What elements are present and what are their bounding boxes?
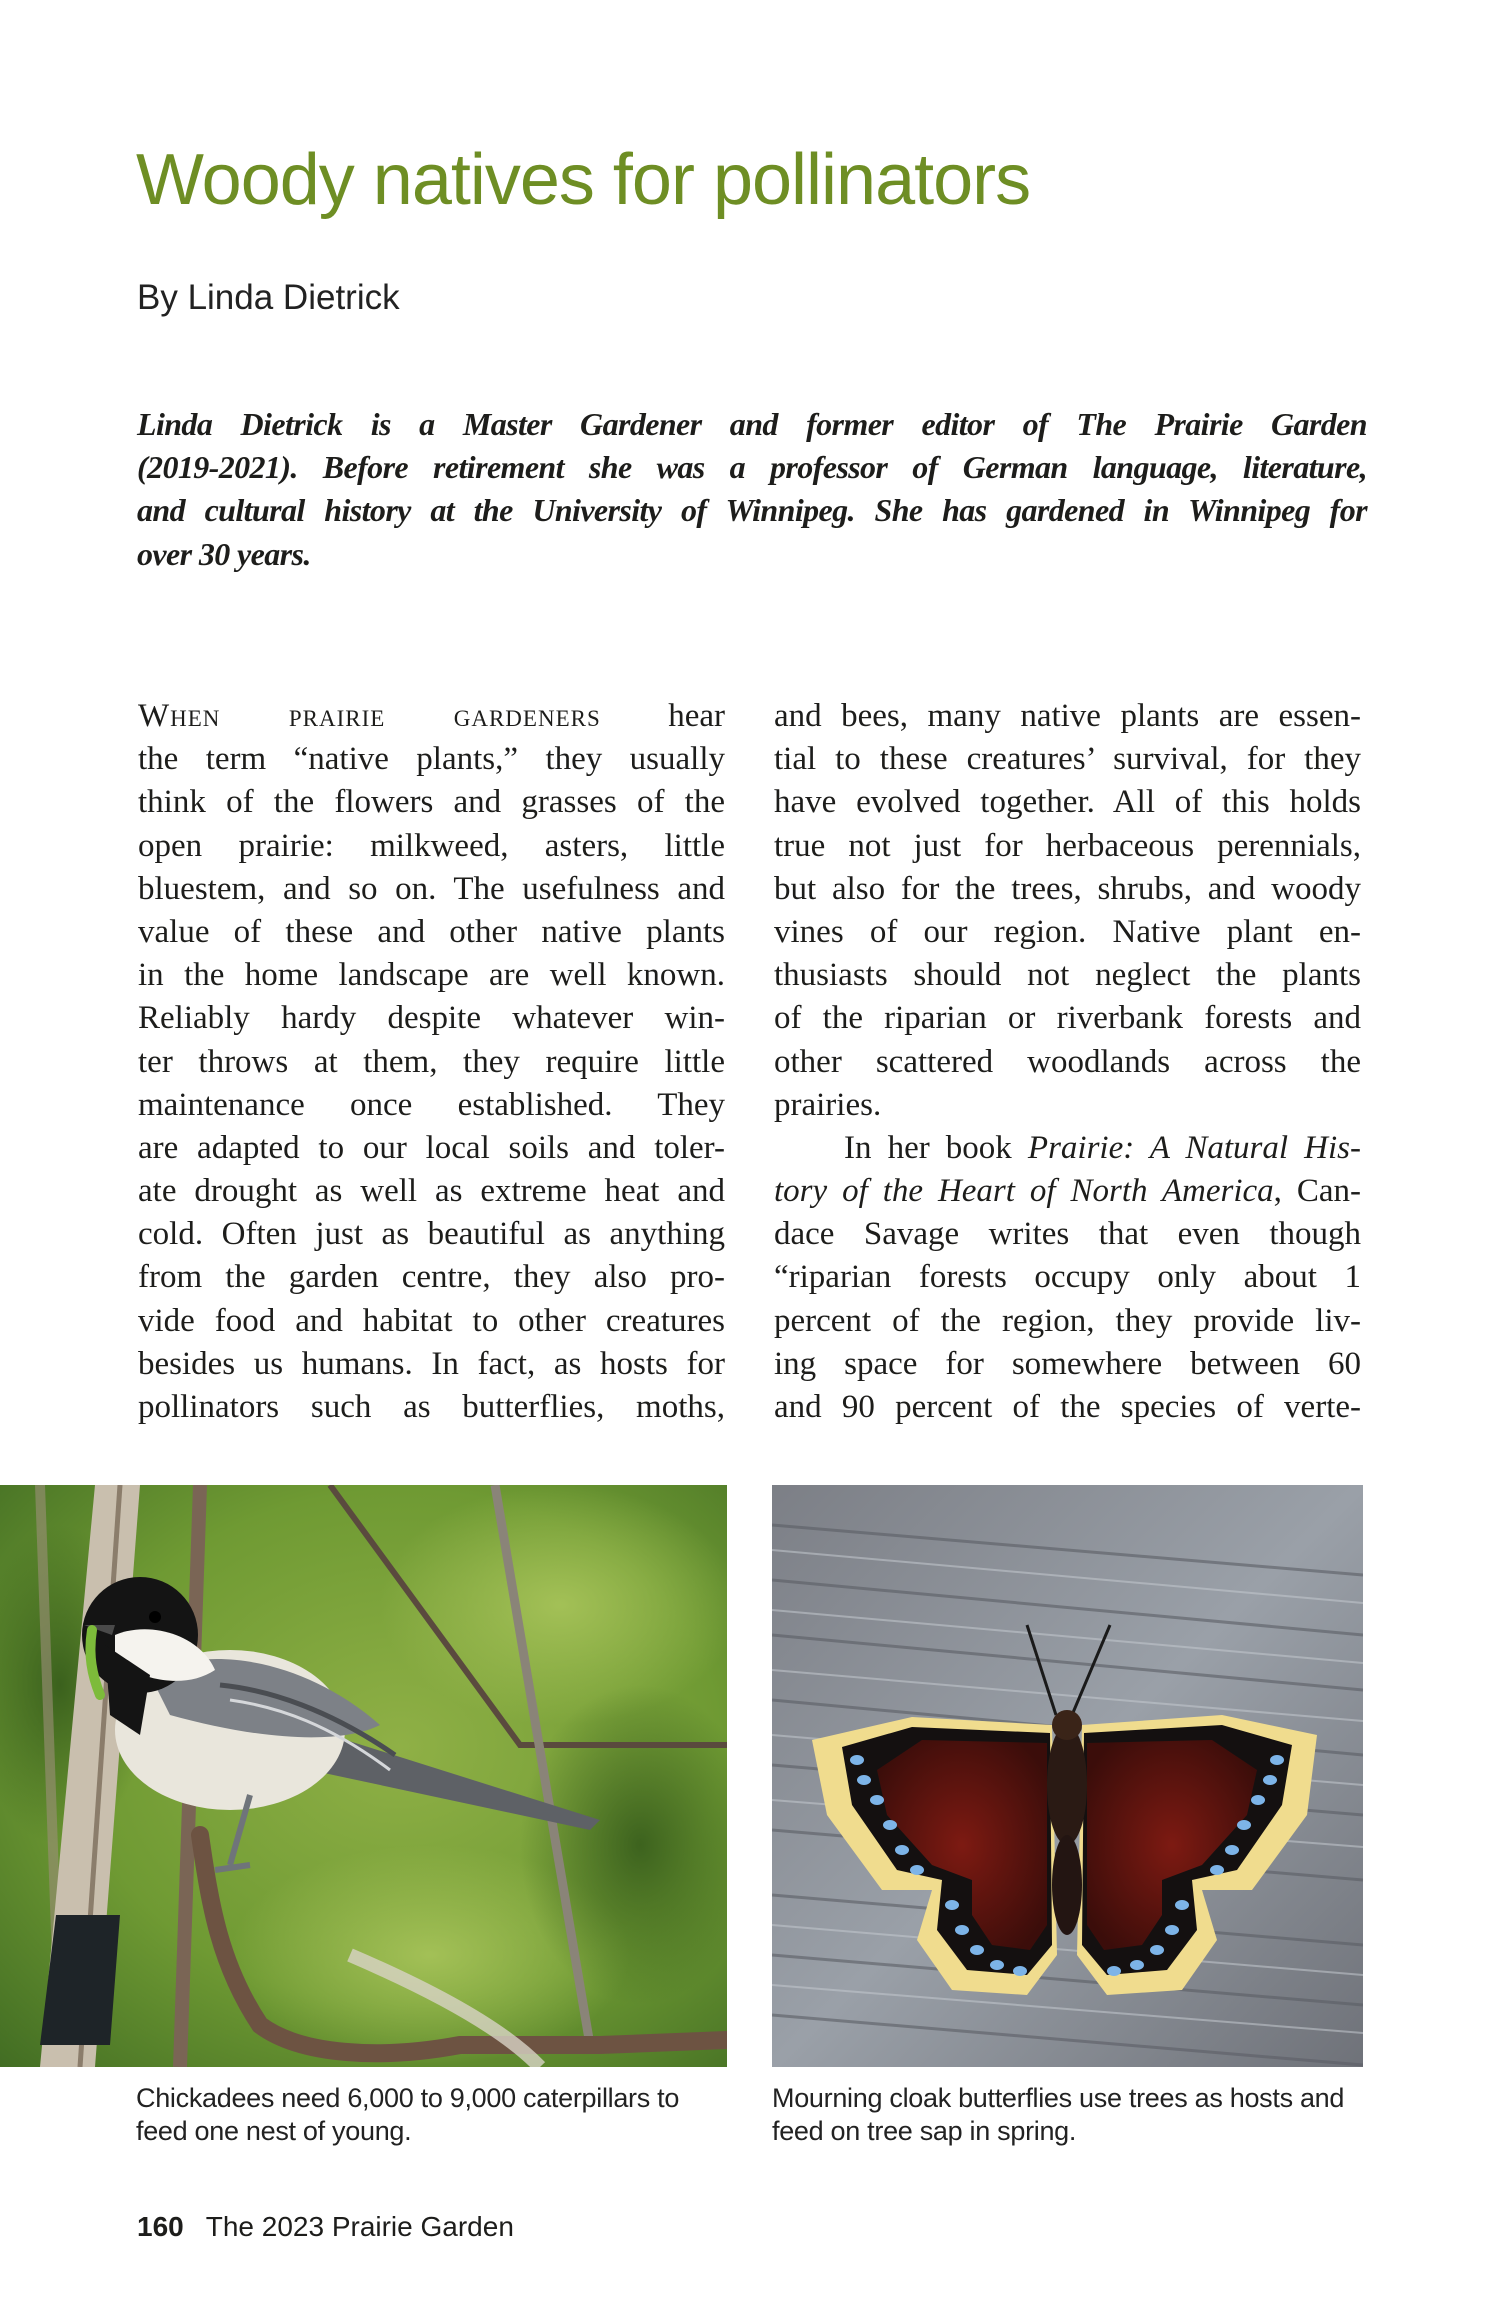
bio-line: and cultural history at the University of Winnipeg. She has gardened in Winnipeg for [137,492,1367,529]
book-title: Prairie: A Natural His- [1027,1129,1361,1166]
body-column-right [774,695,1361,1429]
body-line: In her book Prairie: A Natural His- [844,1129,1361,1166]
bio-line: (2019-2021). Before retirement she was a professor of German language, literature, [137,449,1367,486]
figure-caption-chickadee: Chickadees need 6,000 to 9,000 caterpillars to feed one nest of young. [136,2083,680,2146]
body-line: maintenance once established. They [138,1086,725,1123]
article-title: Woody natives for pollinators [136,140,1031,220]
bio-line: Linda Dietrick is a Master Gardener and former editor of The Prairie Garden [137,406,1367,442]
body-line: ate drought as well as extreme heat and [138,1173,725,1210]
body-line: true not just for herbaceous perennials, [774,827,1361,864]
body-line: open prairie: milkweed, asters, little [138,827,725,864]
book-title: tory of the Heart of North America [774,1173,1274,1210]
figure-caption-butterfly: Mourning cloak butterflies use trees as hosts and feed on tree sap in spring. [772,2083,1345,2146]
body-line: but also for the trees, shrubs, and woody [774,870,1361,907]
page-number: 160 [137,2211,184,2242]
body-line: are adapted to our local soils and toler- [138,1129,725,1166]
body-line: thusiasts should not neglect the plants [774,957,1361,994]
author-bio [137,403,1367,576]
body-line: vines of our region. Native plant en- [774,913,1361,950]
butterfly-photo [772,1485,1363,2067]
body-line: prairies. [774,1086,882,1123]
body-line: tial to these creatures’ survival, for they [774,741,1361,778]
body-column-left [138,695,725,1429]
body-line: and bees, many native plants are essen- [774,698,1361,734]
body-line: in the home landscape are well known. [138,957,725,994]
chickadee-image [0,1485,727,2067]
body-line: other scattered woodlands across the [774,1043,1361,1080]
body-line: think of the flowers and grasses of the [138,784,725,821]
publication-name: The 2023 Prairie Garden [205,2211,514,2242]
mourning-cloak-image [772,1485,1363,2067]
body-line: ter throws at them, they require little [138,1043,725,1080]
body-line: tory of the Heart of North America, Can- [774,1173,1361,1210]
body-line: of the riparian or riverbank forests and [774,1000,1361,1037]
body-line: cold. Often just as beautiful as anything [138,1216,725,1253]
body-line: ing space for somewhere between 60 [774,1345,1361,1382]
body-line: bluestem, and so on. The usefulness and [138,870,725,907]
page-footer [137,2210,514,2244]
body-line: When prairie gardeners hear [138,698,725,734]
lead-in-small-caps: When prairie gardeners [138,698,601,734]
bio-line: over 30 years. [137,535,311,572]
body-line: value of these and other native plants [138,913,725,950]
body-line: the term “native plants,” they usually [138,741,725,778]
body-line: and 90 percent of the species of verte- [774,1389,1361,1425]
body-line: Reliably hardy despite whatever win- [138,1000,725,1037]
body-line: “riparian forests occupy only about 1 [774,1259,1361,1296]
body-line: vide food and habitat to other creatures [138,1302,725,1339]
byline: By Linda Dietrick [137,278,400,317]
body-line: have evolved together. All of this holds [774,784,1361,821]
body-line: from the garden centre, they also pro- [138,1259,725,1296]
body-line: dace Savage writes that even though [774,1216,1361,1253]
body-line: besides us humans. In fact, as hosts for [138,1345,725,1382]
chickadee-photo [0,1485,727,2067]
body-line: pollinators such as butterflies, moths, [138,1389,725,1425]
body-line: percent of the region, they provide liv- [774,1302,1361,1339]
